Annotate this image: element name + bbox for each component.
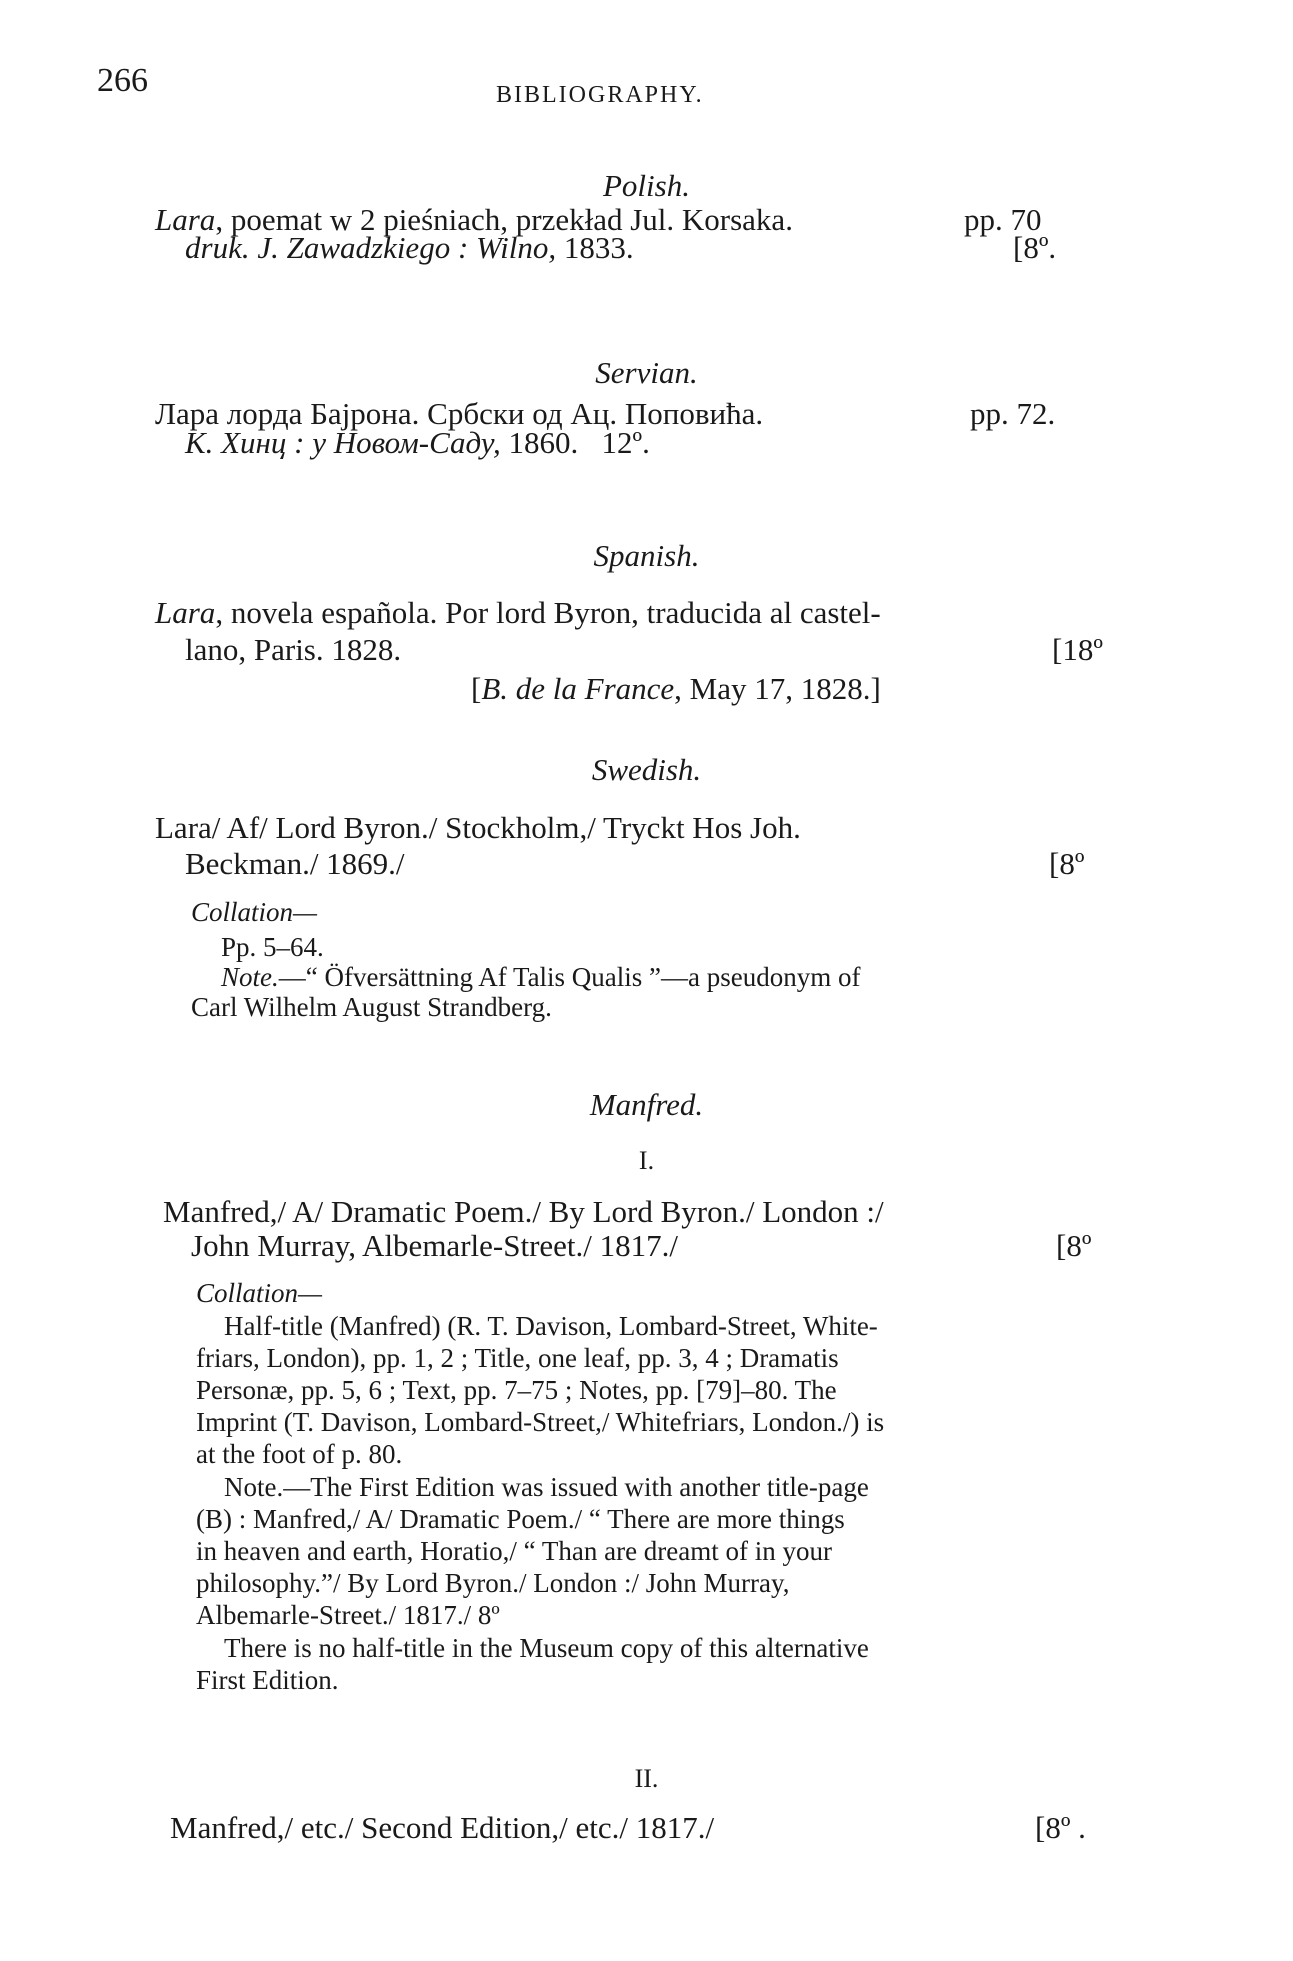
- bracket-open: [: [471, 671, 482, 706]
- swedish-collation-label: Collation—: [191, 897, 318, 927]
- servian-year: 1860.: [508, 425, 579, 460]
- servian-format: 12º.: [601, 425, 650, 460]
- polish-format: [8º.: [1013, 230, 1057, 265]
- manfred-entry-1-line-1: Manfred,/ A/ Dramatic Poem./ By Lord Byron./ London :/: [163, 1194, 884, 1229]
- manfred-note-line: philosophy.”/ By Lord Byron./ London :/ John Murray,: [196, 1568, 790, 1598]
- polish-year: 1833.: [563, 230, 634, 265]
- spanish-format: [18º: [1052, 632, 1103, 667]
- section-heading-polish: Polish.: [603, 168, 690, 203]
- manfred-collation-label: Collation—: [196, 1278, 323, 1308]
- swedish-line-2: Beckman./ 1869./: [185, 846, 405, 881]
- servian-pages: pp. 72.: [970, 396, 1056, 431]
- manfred-note-line: Note.—The First Edition was issued with another title-page: [224, 1472, 869, 1502]
- section-heading-spanish: Spanish.: [593, 538, 700, 573]
- manfred-note-line: (B) : Manfred,/ A/ Dramatic Poem./ “ There are more things: [196, 1504, 845, 1534]
- section-heading-manfred: Manfred.: [589, 1087, 704, 1122]
- manfred-entry-2: Manfred,/ etc./ Second Edition,/ etc./ 1817./: [170, 1810, 715, 1845]
- swedish-note: [221, 961, 861, 994]
- polish-line-1-text: , poemat w 2 pieśniach, przekład Jul. Korsaka.: [215, 202, 793, 237]
- manfred-collation-line: friars, London), pp. 1, 2 ; Title, one leaf, pp. 3, 4 ; Dramatis: [196, 1343, 839, 1373]
- spanish-source: [471, 672, 881, 705]
- manfred-collation-line: Personæ, pp. 5, 6 ; Text, pp. 7–75 ; Notes, pp. [79]–80. The: [196, 1375, 837, 1405]
- section-heading-servian: Servian.: [595, 355, 698, 390]
- polish-imprint: druk. J. Zawadzkiego : Wilno,: [185, 230, 557, 265]
- spanish-line-1: [155, 596, 881, 629]
- entry-number-1: I.: [638, 1146, 655, 1175]
- polish-pages: pp. 70: [964, 202, 1042, 237]
- servian-line-2: [185, 426, 650, 459]
- servian-line-1: Лара лорда Бајрона. Србски од Ац. Поповића.: [155, 396, 764, 431]
- manfred-museum-line: There is no half-title in the Museum copy of this alternative: [224, 1633, 869, 1663]
- manfred-entry-1-line-2: John Murray, Albemarle-Street./ 1817./: [191, 1228, 678, 1263]
- polish-line-2: [185, 231, 634, 264]
- page-number: 266: [97, 62, 148, 99]
- section-heading-swedish: Swedish.: [591, 752, 702, 787]
- title-lara: Lara: [155, 595, 216, 630]
- spanish-line-1-text: , novela española. Por lord Byron, traducida al castel-: [215, 595, 881, 630]
- entry-number-2: II.: [634, 1764, 659, 1793]
- source-title: B. de la France: [481, 671, 675, 706]
- manfred-note-line: Albemarle-Street./ 1817./ 8º: [196, 1600, 500, 1630]
- note-label: Note.: [221, 962, 279, 992]
- servian-imprint: К. Хинц : у Новом-Саду,: [185, 425, 501, 460]
- manfred-collation-line: at the foot of p. 80.: [196, 1439, 403, 1469]
- swedish-format: [8º: [1049, 846, 1085, 881]
- swedish-pages: Pp. 5–64.: [221, 932, 324, 962]
- source-date: , May 17, 1828.]: [674, 671, 881, 706]
- swedish-note-text: —“ Öfversättning Af Talis Qualis ”—a pseudonym of: [278, 962, 861, 992]
- manfred-entry-2-format: [8º .: [1035, 1810, 1086, 1845]
- manfred-entry-1-format: [8º: [1056, 1228, 1092, 1263]
- manfred-note-line: in heaven and earth, Horatio,/ “ Than are dreamt of in your: [196, 1536, 833, 1566]
- manfred-museum-line: First Edition.: [196, 1665, 339, 1695]
- manfred-collation-line: Half-title (Manfred) (R. T. Davison, Lombard-Street, White-: [224, 1311, 878, 1341]
- running-head: BIBLIOGRAPHY.: [496, 82, 704, 108]
- title-lara: Lara: [155, 202, 216, 237]
- spanish-line-2: lano, Paris. 1828.: [185, 632, 402, 667]
- manfred-collation-line: Imprint (T. Davison, Lombard-Street,/ Whitefriars, London./) is: [196, 1407, 885, 1437]
- swedish-line-1: Lara/ Af/ Lord Byron./ Stockholm,/ Tryckt Hos Joh.: [155, 810, 801, 845]
- swedish-note-line-2: Carl Wilhelm August Strandberg.: [191, 992, 552, 1022]
